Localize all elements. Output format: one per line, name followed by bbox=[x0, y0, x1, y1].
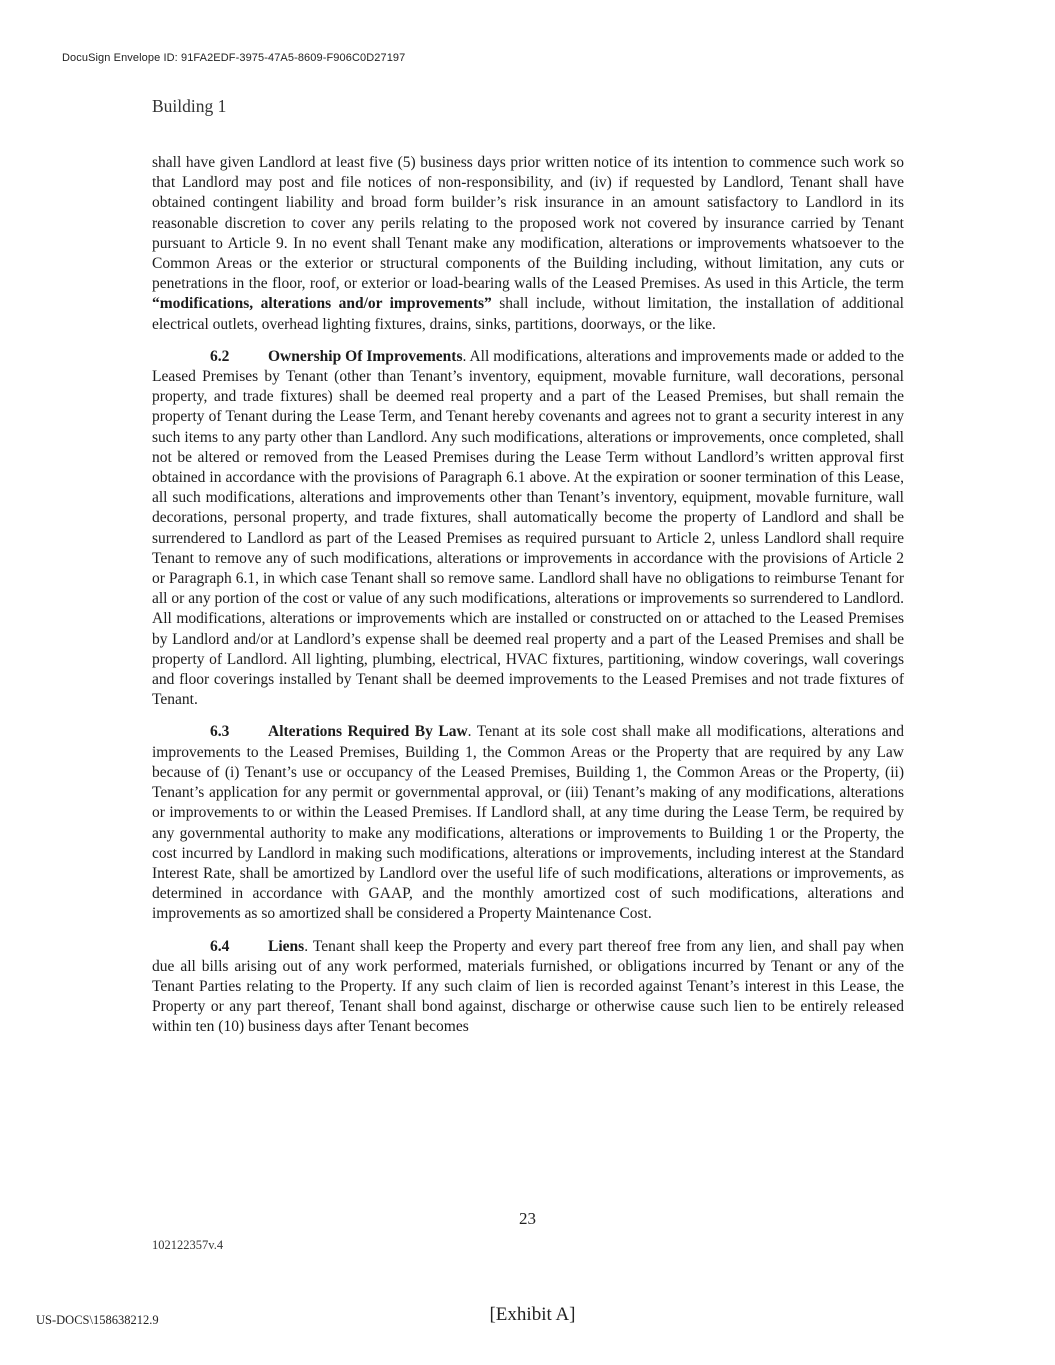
page-number: 23 bbox=[519, 1209, 536, 1228]
section-text: . All modifications, alterations and improvements made or added to the Leased Premises by Tenant (other than Tenant’s inventory, equipment, movable furniture, wall decorations, personal property, and trade fixtures) shall be deemed real property and a part of the Leased Premises, but shall remain the property of Tenant during the Lease Term, and Tenant hereby covenants and agrees not to grant a security interest in any such items to any party other than Landlord. Any such modifications, alterations or improvements, once completed, shall not be altered or removed from the Leased Premises during the Lease Term without Landlord’s written approval first obtained in accordance with the provisions of Paragraph 6.1 above. At the expiration or sooner termination of this Lease, all such modifications, alterations and improvements other than Tenant’s inventory, equipment, movable furniture, wall decorations, personal property, and trade fixtures, shall automatically become the property of Landlord and shall be surrendered to Landlord as part of the Leased Premises as required pursuant to Article 2, unless Landlord shall require Tenant to remove any of such modifications, alterations or improvements in accordance with the provisions of Article 2 or Paragraph 6.1, in which case Tenant shall so remove same. Landlord shall have no obligations to reimburse Tenant for all or any portion of the cost or value of any such modifications, alterations or improvements so surrendered to Landlord. All modifications, alterations or improvements which are installed or constructed on or attached to the Leased Premises by Landlord and/or at Landlord’s expense shall be deemed real property and a part of the Leased Premises and shall be property of Landlord. All lighting, plumbing, electrical, HVAC fixtures, partitioning, window coverings, wall coverings and floor coverings installed by Tenant shall be deemed improvements to the Leased Premises and not trade fixtures of Tenant. bbox=[152, 347, 905, 709]
section-6-4 bbox=[152, 937, 904, 1038]
section-title: Liens bbox=[268, 937, 305, 955]
exhibit-label: [Exhibit A] bbox=[489, 1304, 576, 1325]
paragraph-6-1-continued bbox=[152, 153, 904, 335]
section-title: Alterations Required By Law bbox=[268, 723, 468, 741]
section-text: . Tenant shall keep the Property and every part thereof free from any lien, and shall pay when due all bills arising out of any work performed, materials furnished, or obligations incurred by Tenant or any of the Tenant Parties relating to the Property. If any such claim of lien is recorded against Tenant’s interest in this Lease, the Property or any part thereof, Tenant shall bond against, discharge or otherwise cause such lien to be entirely released within ten (10) business days after Tenant becomes bbox=[152, 937, 904, 1036]
defined-term: “modifications, alterations and/or improvements” bbox=[152, 295, 492, 313]
docusign-envelope-id: DocuSign Envelope ID: 91FA2EDF-3975-47A5-8609-F906C0D27197 bbox=[62, 52, 406, 64]
section-6-3 bbox=[152, 722, 904, 924]
document-version: 102122357v.4 bbox=[152, 1238, 224, 1252]
section-number: 6.3 bbox=[210, 723, 230, 741]
section-number: 6.2 bbox=[210, 347, 230, 365]
section-title: Ownership Of Improvements bbox=[268, 347, 463, 365]
section-number: 6.4 bbox=[210, 937, 230, 955]
section-6-2 bbox=[152, 347, 904, 711]
section-text: . Tenant at its sole cost shall make all modifications, alterations and improvements to the Leased Premises, Building 1, the Common Areas or the Property that are required by any Law because of (i) Tenant’s use or occupancy of the Leased Premises, Building 1, the Common Areas or the Property, (ii) Tenant’s application for any permit or governmental approval, or (iii) Tenant’s making of any modifications, alterations or improvements to or within the Leased Premises. If Landlord shall, at any time during the Lease Term, be required by any governmental authority to make any modifications, alterations or improvements to Building 1 or the Property, the cost incurred by Landlord in making such modifications, alterations or improvements, including interest at the Standard Interest Rate, shall be amortized by Landlord over the useful life of such modifications, alterations or improvements, as determined in accordance with GAAP, and the monthly amortized cost of such modifications, alterations and improvements as so amortized shall be considered a Property Maintenance Cost. bbox=[152, 723, 904, 923]
building-label: Building 1 bbox=[152, 96, 227, 116]
paragraph-text: shall include, without limitation, the installation of additional electrical outlets, overhead lighting fixtures, drains, sinks, partitions, doorways, or the like. bbox=[152, 295, 904, 333]
us-docs-id: US-DOCS\158638212.9 bbox=[36, 1313, 159, 1327]
document-body bbox=[152, 153, 904, 1050]
paragraph-text: shall have given Landlord at least five (5) business days prior written notice of its intention to commence such work so that Landlord may post and file notices of non-responsibility, and (iv) if requested by Landlord, Tenant shall have obtained contingent liability and broad form builder’s risk insurance in an amount satisfactory to Landlord in its reasonable discretion to cover any perils relating to the proposed work not covered by insurance carried by Tenant pursuant to Article 9. In no event shall Tenant make any modification, alterations or improvements whatsoever to the Common Areas or the exterior or structural components of the Building including, without limitation, any cuts or penetrations in the floor, roof, or exterior or load-bearing walls of the Leased Premises. As used in this Article, the term bbox=[152, 154, 904, 293]
